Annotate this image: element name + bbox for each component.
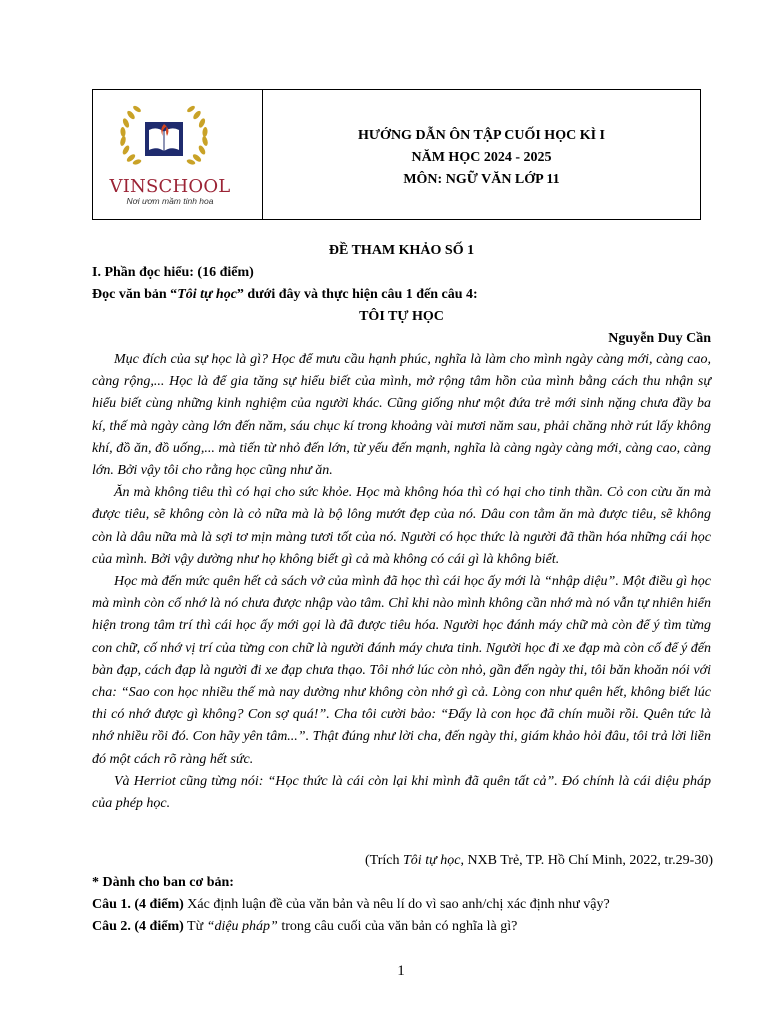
passage-paragraph-3: Học mà đến mức quên hết cả sách vở của mình đã học thì cái học ấy mới là “nhập diệu”. Một điều gì học mà mình còn cố nhớ là nó chưa được nhập vào tâm. Chỉ khi nào mình không cần nhớ mà nó vẫn tự nhiên hiển hiện trong tâm trí thì cái học ấy mới gọi là đã được tiêu hóa. Người học đánh máy chữ mà còn để ý tìm từng con chữ, cố nhớ vị trí của từng con chữ là người đánh máy chưa tinh. Người học đi xe đạp mà còn cố để ý đến bàn đạp, cách đạp là người đi xe đạp chưa thạo. Tôi nhớ lúc còn nhỏ, gần đến ngày thi, tôi băn khoăn nói với cha: “Sao con học nhiều thế mà nay dường như không còn nhớ gì cả. Lòng con như quên hết, không biết lúc thi có nhớ được gì không? Con sợ quá!”. Cha tôi cười bảo: “Đấy là con học đã chín muồi rồi. Quên tức là nhớ nhiều rồi đó. Con hãy yên tâm...”. Thật đúng như lời cha, đến ngày thi, giám khảo hỏi đâu, tôi trả lời liền đó một cách rõ ràng hết sức. <box>92 574 711 767</box>
header-title-line-1: HƯỚNG DẪN ÔN TẬP CUỐI HỌC KÌ I <box>358 127 605 143</box>
question-1 <box>92 894 711 916</box>
passage-paragraph-1: Mục đích của sự học là gì? Học để mưu cầu hạnh phúc, nghĩa là làm cho mình ngày càng mới, càng cao, càng rộng,... Học là để gia tăng sự hiểu biết của mình, mở rộng tâm hồn của mình bằng cách thu nhận sự hiểu biết cùng những kinh nghiệm của người khác. Cũng giống như một đứa trẻ mới sinh nặng chưa đầy ba kí, thế mà ngày càng lớn đến năm, sáu chục kí trong khoảng vài mươi năm sau, phải chăng nhờ rút lấy không khí, đồ ăn, đồ uống,... mà tiến từ nhỏ đến lớn, từ yếu đến mạnh, nghĩa là càng ngày càng mới, càng cao, càng lớn. Bởi vậy tôi cho rằng học cũng như ăn. <box>92 352 711 479</box>
question-1-text: Xác định luận đề của văn bản và nêu lí do vì sao anh/chị xác định như vậy? <box>183 897 610 912</box>
citation-pre: (Trích <box>365 853 404 868</box>
header-title-line-3: MÔN: NGỮ VĂN LỚP 11 <box>403 171 560 187</box>
laurel-book-icon <box>101 96 251 178</box>
page-number: 1 <box>397 963 405 979</box>
passage <box>92 349 711 815</box>
brand-name: VINSCHOOL <box>109 176 231 197</box>
citation-title: Tôi tự học <box>403 853 461 868</box>
passage-paragraph-2: Ăn mà không tiêu thì có hại cho sức khỏe. Học mà không hóa thì có hại cho tinh thần. Cỏ con cừu ăn mà được tiêu, sẽ không còn là cỏ nữa mà là bộ lông mướt đẹp của nó. Dâu con tằm ăn mà được tiêu, sẽ không còn là dâu nữa mà là sợi tơ mịn màng tươi tốt của nó. Người có học thức là người đã thần hóa những cái học của mình. Bởi vậy dường như họ không biết gì cả mà không có cái gì là không biết. <box>92 485 711 567</box>
section-heading: I. Phần đọc hiểu: (16 điểm) <box>92 265 254 280</box>
question-2-pre: Từ <box>183 919 207 934</box>
reading-instruction <box>92 284 711 306</box>
question-2-post: trong câu cuối của văn bản có nghĩa là gì? <box>277 919 518 934</box>
passage-paragraph-4: Và Herriot cũng từng nói: “Học thức là cái còn lại khi mình đã quên tất cả”. Đó chính là cái diệu pháp của phép học. <box>92 773 711 812</box>
question-2-label: Câu 2. (4 điểm) <box>92 919 184 934</box>
brand-tagline: Nơi ươm mầm tinh hoa <box>126 196 214 206</box>
text-author: Nguyễn Duy Cần <box>608 331 711 346</box>
basic-section-heading: * Dành cho ban cơ bản: <box>92 875 234 890</box>
question-2-term: “diệu pháp” <box>206 919 278 934</box>
instruction-post: ” dưới đây và thực hiện câu 1 đến câu 4: <box>236 287 478 302</box>
instruction-text-title: Tôi tự học <box>177 287 237 302</box>
header-table <box>92 89 701 220</box>
header-title-line-2: NĂM HỌC 2024 - 2025 <box>411 149 552 165</box>
document-header-title <box>263 90 700 219</box>
school-logo <box>93 90 263 219</box>
question-1-label: Câu 1. (4 điểm) <box>92 897 184 912</box>
citation <box>92 850 713 872</box>
question-2 <box>92 916 711 938</box>
instruction-pre: Đọc văn bản “ <box>92 287 178 302</box>
citation-post: , NXB Trẻ, TP. Hồ Chí Minh, 2022, tr.29-30) <box>460 853 713 868</box>
exam-title: ĐỀ THAM KHẢO SỐ 1 <box>328 243 475 258</box>
text-title: TÔI TỰ HỌC <box>359 309 444 324</box>
